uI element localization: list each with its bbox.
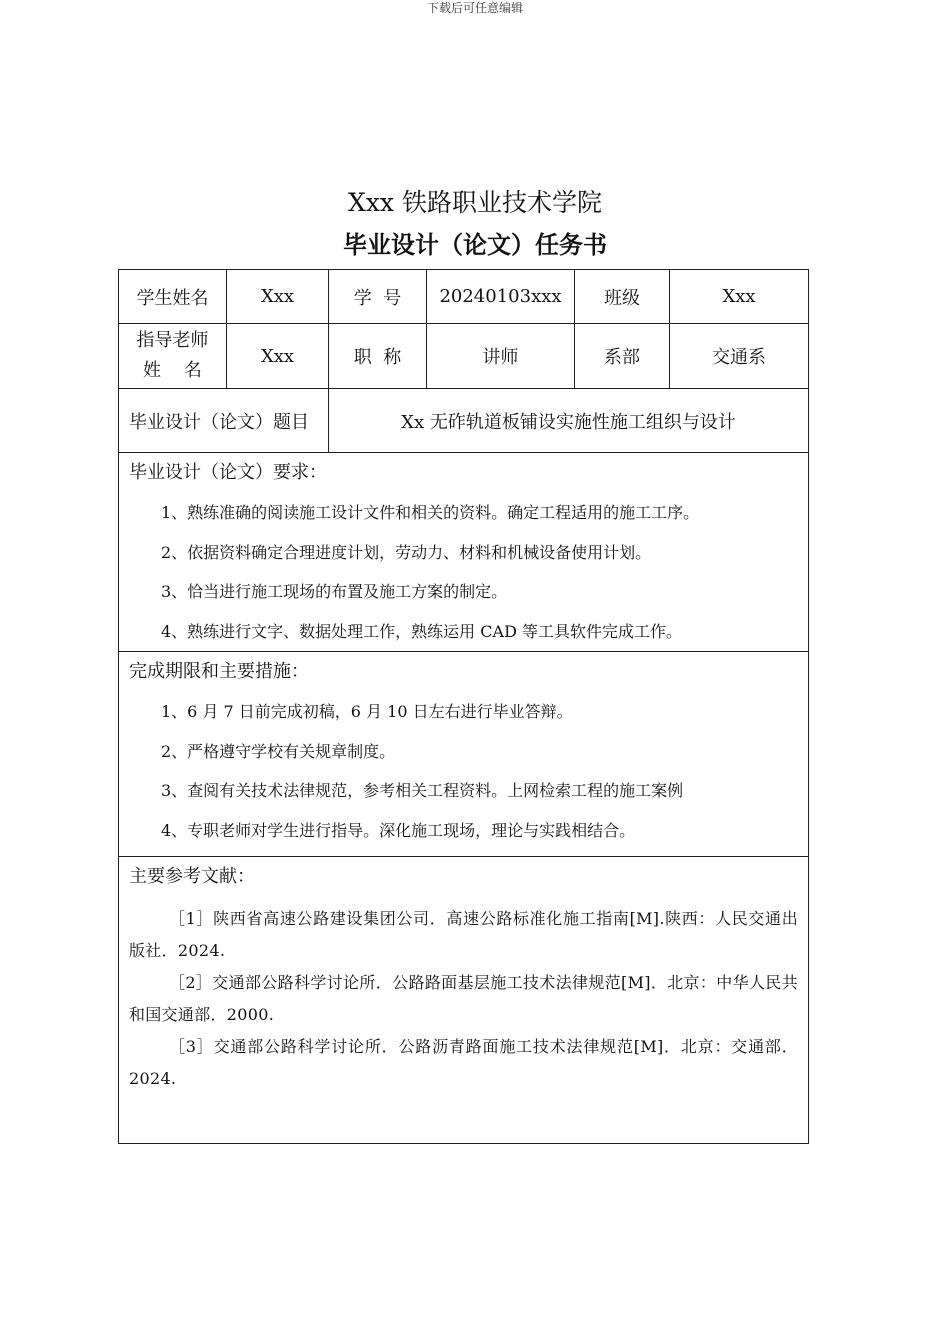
list-item: 1、6 月 7 日前完成初稿，6 月 10 日左右进行毕业答辩。 (161, 702, 573, 721)
deadline-title: 完成期限和主要措施： (129, 661, 309, 682)
references-title: 主要参考文献： (129, 866, 255, 887)
table-row (119, 270, 809, 324)
list-item: 2、依据资料确定合理进度计划，劳动力、材料和机械设备使用计划。 (161, 542, 652, 562)
advisor-label-line2: 姓 名 (143, 360, 202, 381)
document-title: 毕业设计（论文）任务书 (343, 231, 607, 259)
class-label: 班级 (575, 270, 670, 324)
deadline-section (119, 652, 809, 857)
table-row (119, 453, 809, 652)
dept-label: 系部 (575, 324, 670, 389)
student-name-label: 学生姓名 (119, 270, 227, 324)
list-item: 4、专职老师对学生进行指导。深化施工现场，理论与实践相结合。 (161, 820, 636, 840)
table-row (119, 857, 809, 1144)
school-name: Xxx 铁路职业技术学院 (348, 188, 602, 217)
reference-item: ［2］交通部公路科学讨论所．公路路面基层施工技术法律规范[M]．北京：中华人民共和国交通部．2000. (129, 973, 798, 1024)
title-value: 讲师 (427, 324, 575, 389)
student-name-value: Xxx (227, 270, 329, 324)
topic-value: Xx 无砟轨道板铺设实施性施工组织与设计 (329, 389, 809, 453)
list-item: 4、熟练进行文字、数据处理工作，熟练运用 CAD 等工具软件完成工作。 (161, 621, 682, 641)
reference-item: ［3］交通部公路科学讨论所．公路沥青路面施工技术法律规范[M]．北京：交通部．2024. (129, 1037, 798, 1088)
page-header-note: 下载后可任意编辑 (426, 1, 523, 15)
reference-item: ［1］陕西省高速公路建设集团公司．高速公路标准化施工指南[M].陕西：人民交通出版社．2024. (129, 909, 798, 960)
student-id-value: 20240103xxx (427, 270, 575, 324)
requirements-title: 毕业设计（论文）要求： (129, 462, 327, 483)
advisor-label-line1: 指导老师 (136, 330, 209, 351)
topic-label: 毕业设计（论文）题目 (119, 389, 329, 453)
table-row (119, 389, 809, 453)
list-item: 2、严格遵守学校有关规章制度。 (161, 741, 396, 761)
table-row (119, 652, 809, 857)
advisor-name-value: Xxx (227, 324, 329, 389)
table-row (119, 324, 809, 389)
requirements-section (119, 453, 809, 652)
task-form-table (118, 269, 809, 1144)
list-item: 3、恰当进行施工现场的布置及施工方案的制定。 (161, 582, 508, 601)
dept-value: 交通系 (670, 324, 809, 389)
list-item: 1、熟练准确的阅读施工设计文件和相关的资料。确定工程适用的施工工序。 (161, 503, 700, 522)
references-section (119, 857, 809, 1144)
class-value: Xxx (670, 270, 809, 324)
student-id-label: 学 号 (329, 270, 427, 324)
list-item: 3、查阅有关技术法律规范，参考相关工程资料。上网检索工程的施工案例 (161, 781, 684, 800)
title-label: 职 称 (329, 324, 427, 389)
advisor-name-label (119, 324, 227, 389)
